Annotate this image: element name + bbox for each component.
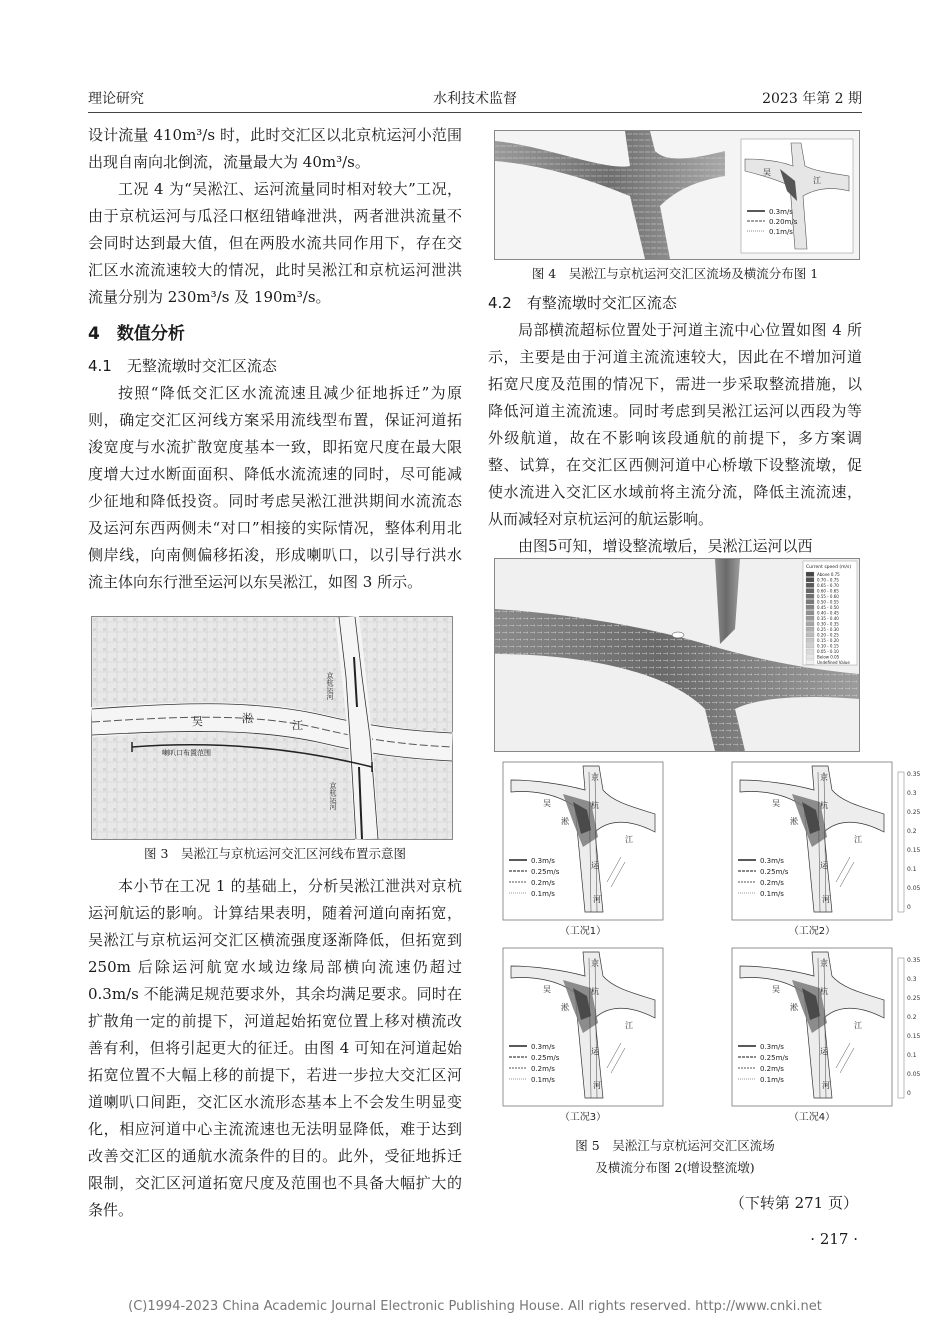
fig5-panel-legend: 0.1m/s	[531, 890, 555, 898]
fig5-panel-label: 江	[625, 1021, 633, 1030]
fig5-panel-legend: 0.2m/s	[531, 879, 555, 887]
fig5-panel-legend: 0.1m/s	[760, 1076, 784, 1084]
rectifying-pier	[672, 632, 684, 638]
fig5-panel-label: 淞	[790, 1003, 798, 1012]
fig5-case-panel	[503, 762, 663, 937]
fig4-label-wu: 吴	[763, 168, 771, 177]
fig5-scale-tick: 0.35	[907, 957, 921, 964]
fig5-case-panel	[732, 762, 921, 937]
continued-note: （下转第 271 页）	[729, 1194, 858, 1212]
fig5-panel-label: 京	[820, 773, 828, 782]
fig5-panel-label: 杭	[820, 987, 828, 996]
fig5-legend-swatch	[806, 627, 814, 632]
fig5-legend-swatch	[806, 616, 814, 621]
paragraph-1: 设计流量 410m³/s 时，此时交汇区以北京杭运河小范围出现自南向北倒流，流量最大为 40m³/s。	[88, 126, 462, 171]
fig5-scale-tick: 0.25	[907, 995, 921, 1002]
fig5-panel-legend: 0.1m/s	[760, 890, 784, 898]
header-rule	[88, 112, 862, 113]
fig5-panel-label: 吴	[772, 985, 780, 994]
fig5-legend-label: 0.65 - 0.70	[817, 582, 839, 588]
fig5-panel-label: 河	[593, 1081, 601, 1090]
fig5-scale-tick: 0	[907, 904, 911, 911]
fig5-legend-swatch	[806, 622, 814, 627]
section-heading-4: 4 数值分析	[88, 324, 185, 344]
fig5-panel-label: 杭	[591, 987, 599, 996]
fig5-panel-label: 吴	[543, 799, 551, 808]
fig5-panel-label: 运	[820, 861, 828, 870]
copyright-footer: (C)1994-2023 China Academic Journal Electronic Publishing House. All rights reserved. http://www.cnki.net	[128, 1299, 822, 1314]
fig5-panel-caption: （工况1）	[559, 926, 607, 937]
figure-4-caption: 图 4 吴淞江与京杭运河交汇区流场及横流分布图 1	[531, 266, 819, 281]
fig5-panel-legend: 0.2m/s	[531, 1065, 555, 1073]
paragraph-3: 按照“降低交汇区水流流速且减少征地拆迁”为原则，确定交汇区河线方案采用流线型布置，保证河道拓浚宽度与水流扩散宽度基本一致，即拓宽尺度在最大限度增大过水断面面积、降低水流流速的同时，尽可能减少征地和降低投资。同时考虑吴淞江泄洪期间水流流态及运河东西两侧未“对口”相接的实际情况，整体利用北侧岸线，向南侧偏移拓浚，形成喇叭口，以引导行洪水流主体向东行泄至运河以东吴淞江，如图 3 所示。	[88, 384, 462, 591]
figure-3-caption: 图 3 吴淞江与京杭运河交汇区河线布置示意图	[144, 846, 406, 861]
fig5-panel-legend: 0.25m/s	[760, 868, 789, 876]
subsection-heading-4-2: 4.2 有整流墩时交汇区流态	[488, 294, 677, 312]
fig5-legend-swatch	[806, 572, 814, 577]
fig5-panel-label: 杭	[820, 801, 828, 810]
fig5-legend-swatch	[806, 660, 814, 665]
figure-4-flow-field	[494, 130, 860, 260]
fig5-panel-legend: 0.25m/s	[531, 1054, 560, 1062]
fig5-scale-tick: 0.2	[907, 1014, 917, 1021]
fig5-panel-label: 江	[625, 835, 633, 844]
running-header-issue: 2023 年第 2 期	[762, 91, 862, 107]
fig5-scale-tick: 0	[907, 1090, 911, 1097]
fig5-legend-label: 0.15 - 0.20	[817, 637, 839, 643]
figure-5-caption-line-2: 及横流分布图 2(增设整流墩)	[595, 1160, 755, 1175]
fig5-panel-legend: 0.25m/s	[531, 868, 560, 876]
fig5-scale-tick: 0.35	[907, 771, 921, 778]
fig5-legend-label: Below 0.05	[817, 654, 840, 660]
fig5-panel-label: 吴	[543, 985, 551, 994]
left-column-top	[88, 122, 462, 596]
fig4-legend-1: 0.3m/s	[769, 208, 793, 216]
fig5-legend-swatch	[806, 611, 814, 616]
fig3-label-canal-north: 京杭运河	[326, 672, 334, 700]
fig5-legend-swatch	[806, 578, 814, 583]
fig3-label-range: 喇叭口布置范围	[162, 749, 211, 757]
paragraph-4: 本小节在工况 1 的基础上，分析吴淞江泄洪对京杭运河航运的影响。计算结果表明，随着河道向南拓宽，吴淞江与京杭运河交汇区横流强度逐渐降低，但拓宽到 250m 后除运河航宽水域边缘局部横向流速仍超过 0.3m/s 不能满足规范要求外，其余均满足要求。同时在扩散角一定的前提下，河道起始拓宽位置上移对横流改善有利，但将引起更大的征迁。由图 4 可知在河道起始拓宽位置不大幅上移的前提下，若进一步拉大交汇区河道喇叭口间距，交汇区水流形态基本上不会发生明显变化，相应河道中心主流流速也无法明显降低，难于达到改善交汇区的通航水流条件的目的。此外，受征地拆迁限制，交汇区河道拓宽尺度及范围也不具备大幅扩大的条件。	[88, 877, 462, 1219]
fig5-case-panel	[732, 948, 921, 1123]
fig5-scale-tick: 0.1	[907, 866, 917, 873]
fig5-legend-swatch	[806, 600, 814, 605]
fig5-legend-label: 0.10 - 0.15	[817, 643, 839, 649]
fig5-legend-label: 0.30 - 0.35	[817, 621, 839, 627]
fig5-panel-label: 吴	[772, 799, 780, 808]
fig3-label-wu: 吴	[192, 715, 203, 728]
fig5-panel-legend: 0.1m/s	[531, 1076, 555, 1084]
fig5-legend-label: Undefined Value	[817, 659, 850, 665]
left-column-bottom	[88, 873, 462, 1224]
subsection-heading-4-1: 4.1 无整流墩时交汇区流态	[88, 357, 277, 375]
fig5-panel-legend: 0.3m/s	[760, 1043, 784, 1051]
paragraph-6: 由图5可知，增设整流墩后，吴淞江运河以西	[518, 537, 813, 555]
paragraph-5: 局部横流超标位置处于河道主流中心位置如图 4 所示，主要是由于河道主流流速较大，因此在不增加河道拓宽尺度及范围的情况下，需进一步采取整流措施，以降低河道主流流速。同时考虑到吴淞江运河以西段为等外级航道，故在不影响该段通航的前提下，多方案调整、试算，在交汇区西侧河道中心桥墩下设整流墩，促使水流进入交汇区水域前将主流分流，降低主流流速，从而减轻对京杭运河的航运影响。	[488, 321, 862, 528]
fig5-legend-swatch	[806, 583, 814, 588]
fig5-panel-legend: 0.3m/s	[760, 857, 784, 865]
fig5-panel-label: 河	[822, 1081, 830, 1090]
fig5-legend-title: Current speed (m/s)	[806, 565, 852, 570]
fig5-panel-label: 淞	[561, 1003, 569, 1012]
figure-5-panels	[503, 762, 921, 1132]
running-header-journal: 水利技术监督	[433, 91, 517, 107]
fig5-scale-tick: 0.15	[907, 847, 921, 854]
page-number: · 217 ·	[810, 1230, 858, 1248]
fig5-case-panel	[503, 948, 663, 1123]
fig5-scale-tick: 0.05	[907, 885, 921, 892]
fig5-panel-caption: （工况2）	[788, 926, 836, 937]
fig3-label-song: 淞	[242, 712, 253, 725]
paragraph-2: 工况 4 为“吴淞江、运河流量同时相对较大”工况，由于京杭运河与瓜泾口枢纽错峰泄洪，两者泄洪流量不会同时达到最大值，但在两股水流共同作用下，存在交汇区水流流速较大的情况，此时吴淞江和京杭运河泄洪流量分别为 230m³/s 及 190m³/s。	[88, 180, 462, 306]
fig5-panel-label: 江	[854, 1021, 862, 1030]
fig5-legend-label: 0.55 - 0.60	[817, 593, 839, 599]
fig5-legend-swatch	[806, 633, 814, 638]
fig5-scale-tick: 0.25	[907, 809, 921, 816]
fig5-legend-label: 0.25 - 0.30	[817, 626, 839, 632]
fig5-legend-label: 0.20 - 0.25	[817, 632, 839, 638]
fig5-panel-label: 河	[593, 895, 601, 904]
fig3-label-canal-south: 京杭运河	[329, 782, 337, 810]
fig5-scale-tick: 0.3	[907, 790, 917, 797]
fig5-scale-tick: 0.05	[907, 1071, 921, 1078]
fig5-legend-label: 0.35 - 0.40	[817, 615, 839, 621]
fig5-panel-label: 运	[591, 1047, 599, 1056]
figure-5-caption-line-1: 图 5 吴淞江与京杭运河交汇区流场	[575, 1138, 775, 1153]
fig4-label-jiang: 江	[813, 176, 821, 185]
fig5-panel-label: 淞	[790, 817, 798, 826]
fig5-panel-legend: 0.3m/s	[531, 1043, 555, 1051]
fig5-legend-swatch	[806, 655, 814, 660]
fig5-panel-label: 京	[591, 959, 599, 968]
fig5-legend-swatch	[806, 589, 814, 594]
fig5-scale-tick: 0.2	[907, 828, 917, 835]
fig5-panel-label: 淞	[561, 817, 569, 826]
fig5-panel-label: 京	[591, 773, 599, 782]
figure-5-flow-field	[494, 558, 860, 752]
fig5-panel-label: 江	[854, 835, 862, 844]
right-column-text	[488, 290, 862, 560]
fig5-panel-legend: 0.3m/s	[531, 857, 555, 865]
fig5-legend-swatch	[806, 649, 814, 654]
fig5-legend-label: 0.60 - 0.65	[817, 588, 839, 594]
fig5-panel-legend: 0.2m/s	[760, 1065, 784, 1073]
fig5-panel-label: 运	[591, 861, 599, 870]
fig5-panel-caption: （工况4）	[788, 1112, 836, 1123]
fig5-legend-label: 0.45 - 0.50	[817, 604, 839, 610]
running-header-section: 理论研究	[88, 91, 144, 107]
fig5-legend-label: 0.40 - 0.45	[817, 610, 839, 616]
fig5-panel-label: 运	[820, 1047, 828, 1056]
fig5-panel-legend: 0.2m/s	[760, 879, 784, 887]
fig5-scale-tick: 0.3	[907, 976, 917, 983]
fig5-legend-swatch	[806, 605, 814, 610]
fig3-label-jiang: 江	[292, 719, 303, 732]
fig5-legend-label: 0.50 - 0.55	[817, 599, 839, 605]
fig5-panel-label: 京	[820, 959, 828, 968]
fig5-legend-label: 0.05 - 0.10	[817, 648, 839, 654]
fig5-panel-label: 河	[822, 895, 830, 904]
fig5-legend-swatch	[806, 594, 814, 599]
fig5-panel-label: 杭	[591, 801, 599, 810]
fig5-legend-label: 0.70 - 0.75	[817, 577, 839, 583]
fig5-legend-swatch	[806, 638, 814, 643]
fig5-legend-swatch	[806, 644, 814, 649]
fig5-panel-legend: 0.25m/s	[760, 1054, 789, 1062]
figure-3-map	[91, 616, 453, 840]
fig5-scale-tick: 0.15	[907, 1033, 921, 1040]
fig5-legend-label: Above 0.75	[817, 571, 840, 577]
fig5-panel-caption: （工况3）	[559, 1112, 607, 1123]
fig4-legend-2: 0.20m/s	[769, 218, 798, 226]
fig5-scale-tick: 0.1	[907, 1052, 917, 1059]
fig4-legend-3: 0.1m/s	[769, 228, 793, 236]
